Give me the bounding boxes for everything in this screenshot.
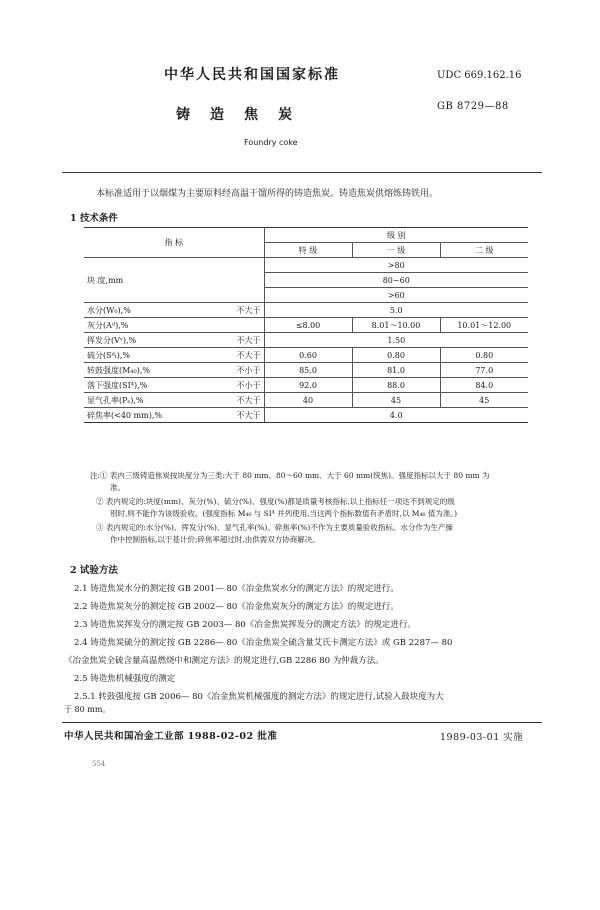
indicator-name: 转鼓强度(M₄₀),% [87,365,150,375]
note-line: 作中控制指标,以干基计价;碎焦率超过时,由供需双方协商解决。 [110,535,320,544]
table-cell: 88.0 [352,378,440,393]
indicator-name: 显气孔率(Pₛ),% [87,395,144,405]
english-title: Foundry coke [244,138,298,147]
table-cell: 77.0 [440,363,528,378]
size-label: 块 度,mm [84,258,264,303]
table-cell: 10.01～12.00 [440,318,528,333]
grade-special: 特 级 [264,243,352,258]
method-paragraph: 2.2 铸造焦炭灰分的测定按 GB 2002— 80《冶金焦炭灰分的测定方法》的规定进行。 [74,602,399,612]
indicator-cell [84,363,264,378]
table-cell: 5.0 [264,303,528,318]
gb-number: GB 8729—88 [437,101,509,112]
indicator-name: 水分(W₀),% [87,305,131,315]
indicator-cell [84,348,264,363]
indicator-cell [84,408,264,423]
footer-divider [62,722,542,723]
table-cell: 1.50 [264,333,528,348]
indicator-name: 碎焦率(<40 mm),% [87,410,162,420]
table-row [84,228,528,243]
table-row [84,408,528,423]
indicator-name: 落下强度(SI⁴),% [87,380,148,390]
table-cell: 85.0 [264,363,352,378]
table-cell: 45 [352,393,440,408]
table-cell: 81.0 [352,363,440,378]
table-cell: 0.80 [352,348,440,363]
spec-table [84,227,528,423]
table-row [84,303,528,318]
method-paragraph: 2.4 铸造焦炭硫分的测定按 GB 2286— 80《冶金焦炭全硫含量艾氏卡测定方法》或 GB 2287— 80 [74,638,453,648]
table-cell: 4.0 [264,408,528,423]
table-cell: >60 [264,288,528,303]
intro-paragraph: 本标准适用于以烟煤为主要原料经高温干馏所得的铸造焦炭。铸造焦炭供熔炼铸铁用。 [96,189,439,199]
grade-first: 一 级 [352,243,440,258]
indicator-limit: 不小于 [236,365,261,375]
table-cell: 80~60 [264,273,528,288]
note-line: ② 表内规定的:块度(mm)、灰分(%)、硫分(%)、强度(%)都是质量考核指标,以上指标任一项达不到规定的级 [96,497,455,506]
indicator-name: 灰分(Aᵈ),% [87,320,129,330]
indicator-limit: 不大于 [236,395,261,405]
indicator-name: 挥发分(Vᵛ),% [87,335,137,345]
implementation-date: 1989-03-01 实施 [440,732,524,743]
note-line: 注:① 表内三级铸造焦炭按块度分为三类:大于 80 mm、80～60 mm、大于 60 mm(统焦)。强度指标以大于 80 mm 为 [90,471,490,480]
method-paragraph: 《冶金焦炭全硫含量高温燃烧中和测定方法》的规定进行,GB 2286 80 为仲裁方法。 [64,656,384,666]
indicator-cell [84,318,264,333]
indicator-name: 硫分(Sᵈₜ),% [87,350,131,360]
table-cell: 92.0 [264,378,352,393]
table-row [84,378,528,393]
table-cell: >80 [264,258,528,273]
table-row [84,258,528,273]
indicator-limit: 不小于 [236,380,261,390]
document-title: 铸造焦炭 [176,107,312,123]
indicator-limit: 不大于 [236,305,261,315]
table-cell: 40 [264,393,352,408]
note-line: 别时,则不能作为该级验收。(强度指标 M₄₀ 与 SI⁴ 并列使用,当这两个指标数值有矛盾时,以 M₄₀ 值为准。) [110,509,458,518]
indicator-cell [84,393,264,408]
table-cell: 0.80 [440,348,528,363]
approval-line: 中华人民共和国冶金工业部 1988-02-02 批准 [64,731,278,742]
section-1-title: 1 技术条件 [70,213,118,224]
indicator-cell [84,303,264,318]
table-row [84,363,528,378]
grade-second: 二 级 [440,243,528,258]
note-line: ③ 表内规定的:水分(%)、挥发分(%)、显气孔率(%)、碎焦率(%)不作为主要质量验收指标。水分作为生产操 [96,523,453,532]
indicator-limit: 不大于 [236,350,261,360]
method-paragraph: 2.3 铸造焦炭挥发分的测定按 GB 2003— 80《冶金焦炭挥发分的测定方法》的规定进行。 [74,620,416,630]
indicator-limit: 不大于 [236,410,261,420]
table-cell: 45 [440,393,528,408]
method-paragraph: 2.5.1 转鼓强度按 GB 2006— 80《冶金焦炭机械强度的测定方法》的规定进行,试验入鼓块度为大 [74,692,444,702]
table-cell: 84.0 [440,378,528,393]
standard-title: 中华人民共和国国家标准 [164,67,340,83]
table-cell: ≤8.00 [264,318,352,333]
table-cell: 8.01～10.00 [352,318,440,333]
udc-code: UDC 669.162.16 [437,70,522,81]
indicator-limit: 不大于 [236,335,261,345]
section-2-title: 2 试验方法 [70,565,118,576]
indicator-cell [84,378,264,393]
table-row [84,318,528,333]
note-line: 准。 [110,483,125,492]
method-paragraph: 于 80 mm。 [64,705,111,714]
indicator-cell [84,333,264,348]
page-number: 554 [92,760,106,768]
indicator-header: 指 标 [84,228,264,258]
table-cell: 0.60 [264,348,352,363]
method-paragraph: 2.1 铸造焦炭水分的测定按 GB 2001— 80《冶金焦炭水分的测定方法》的规定进行。 [74,584,399,594]
table-row [84,333,528,348]
grade-header: 级 别 [264,228,528,243]
method-paragraph: 2.5 铸造焦机械强度的测定 [74,674,176,684]
header-divider [62,172,542,173]
table-row [84,348,528,363]
table-row [84,393,528,408]
